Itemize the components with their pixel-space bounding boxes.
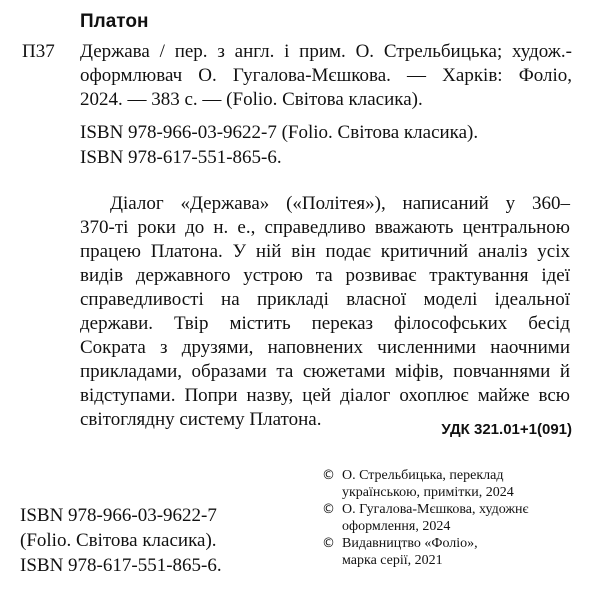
- copyright-item: [322, 501, 572, 535]
- bottom-isbn-block: [20, 503, 222, 578]
- isbn-line: ISBN 978-966-03-9622-7 (Folio. Світова класика).: [80, 122, 479, 143]
- annotation-line: справедливості на прикладі власної моделі ідеальної: [80, 289, 570, 310]
- copyright-line: О. Гугалова-Мєшкова, художнє: [342, 502, 529, 517]
- annotation-line: світоглядну систему Платона.: [80, 409, 322, 430]
- annotation-line: Діалог «Держава» («Політея»), написаний у 360–: [110, 193, 570, 214]
- copyright-line: Видавництво «Фоліо»,: [342, 536, 478, 551]
- bottom-isbn-line: (Folio. Світова класика).: [20, 530, 217, 551]
- biblio-line: Держава / пер. з англ. і прим. О. Стрельбицька; худож.-: [80, 41, 572, 62]
- copyright-line: українською, примітки, 2024: [342, 485, 514, 500]
- copyright-text: [342, 467, 572, 501]
- annotation-line: прикладами, образами та сюжетами міфів, повчаннями й: [80, 361, 570, 382]
- copyright-line: марка серії, 2021: [342, 553, 443, 568]
- bottom-isbn-line: ISBN 978-617-551-865-6.: [20, 555, 222, 576]
- annotation-line: держави. Твір містить переказ філософських бесід: [80, 313, 570, 334]
- copyright-line: оформлення, 2024: [342, 519, 451, 534]
- bottom-isbn-line: ISBN 978-966-03-9622-7: [20, 505, 217, 526]
- copyright-icon: ©: [322, 502, 335, 517]
- annotation: [80, 192, 570, 432]
- copyright-notices: [322, 467, 572, 569]
- biblio-line: оформлювач О. Гугалова-Мєшкова. — Харків: Фоліо,: [80, 65, 572, 86]
- copyright-icon: ©: [322, 468, 335, 483]
- author-name: Платон: [80, 11, 149, 32]
- isbn-block: [80, 120, 478, 170]
- isbn-line: ISBN 978-617-551-865-6.: [80, 147, 282, 168]
- biblio-line: 2024. — 383 с. — (Folio. Світова класика).: [80, 89, 423, 110]
- copyright-text: [342, 501, 572, 535]
- copyright-text: [342, 535, 572, 569]
- udk-code: УДК 321.01+1(091): [441, 421, 572, 438]
- annotation-line: 370-ті роки до н. е., справедливо вважають центральною: [80, 217, 570, 238]
- bibliographic-description: [80, 40, 572, 112]
- annotation-line: Сократа з друзями, наповнених численними наочними: [80, 337, 570, 358]
- catalog-code: П37: [22, 41, 55, 62]
- copyright-item: [322, 535, 572, 569]
- annotation-line: працею Платона. У ній він подає критичний аналіз усіх: [80, 241, 570, 262]
- annotation-line: відступами. Попри назву, цей діалог охоплює майже всю: [80, 385, 570, 406]
- annotation-line: видів державного устрою та розвиває трактування ідеї: [80, 265, 570, 286]
- copyright-icon: ©: [322, 536, 335, 551]
- copyright-line: О. Стрельбицька, переклад: [342, 468, 504, 483]
- copyright-item: [322, 467, 572, 501]
